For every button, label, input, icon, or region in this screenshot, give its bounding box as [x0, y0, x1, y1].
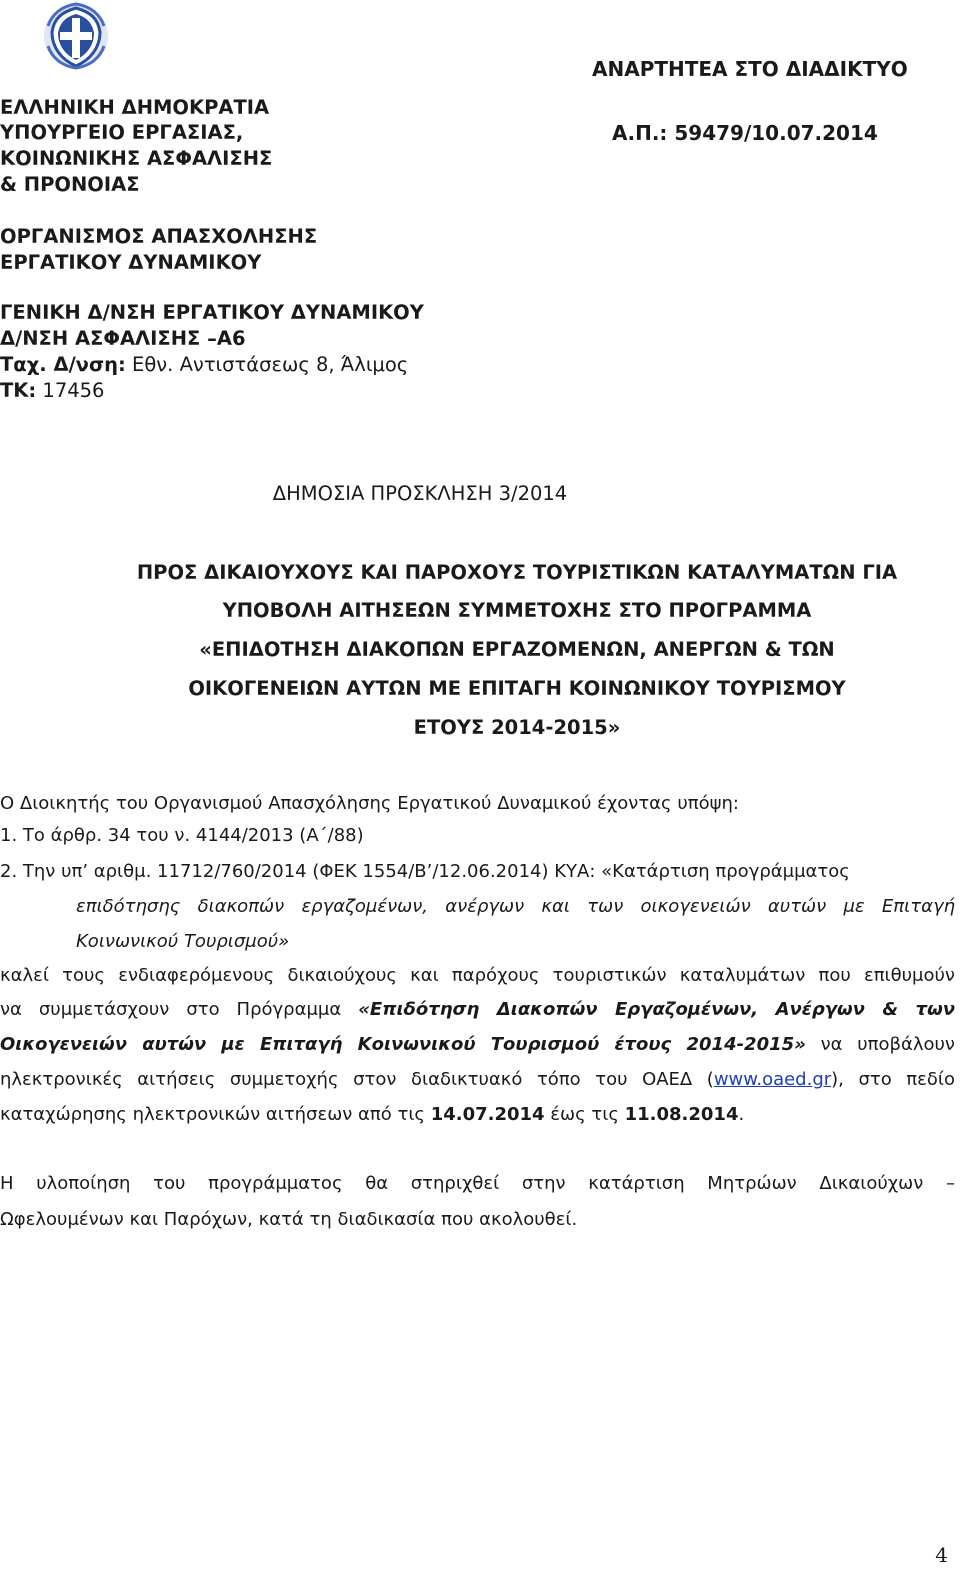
postal-value: 17456 [36, 379, 105, 402]
paragraph-2-line-2: Ωφελουμένων και Παρόχων, κατά τη διαδικασία που ακολουθεί. [0, 1209, 578, 1230]
address-label: Ταχ. Δ/νση: [0, 353, 126, 376]
paragraph-1-line-5 [0, 1103, 744, 1127]
postal-label: ΤΚ: [0, 379, 37, 402]
considerations-item-2-end: Κοινωνικού Τουρισμού» [76, 931, 290, 952]
program-name-part-1: «Επιδότηση Διακοπών Εργαζομένων, Ανέργων & των [358, 999, 956, 1020]
document-title: ΔΗΜΟΣΙΑ ΠΡΟΣΚΛΗΣΗ 3/2014 [272, 482, 568, 505]
protocol-number: Α.Π.: 59479/10.07.2014 [612, 121, 878, 145]
paragraph-2-line-1: Η υλοποίηση του προγράμματος θα στηριχθεί στην κατάρτιση Μητρώων Δικαιούχων – [0, 1173, 955, 1194]
subtitle-line-5: ΕΤΟΥΣ 2014-2015» [413, 716, 621, 739]
p1-l3-text: να υποβάλουν [805, 1034, 955, 1055]
address-line [0, 352, 408, 378]
end-date: 11.08.2014 [624, 1104, 739, 1125]
considerations-item-1: 1. Το άρθρ. 34 του ν. 4144/2013 (Α΄/88) [0, 825, 364, 846]
paragraph-1-line-4 [0, 1068, 955, 1092]
org-line-3: ΚΟΙΝΩΝΙΚΗΣ ΑΣΦΑΛΙΣΗΣ [0, 147, 273, 170]
p1-l5-mid: έως τις [544, 1104, 625, 1125]
considerations-item-2: 2. Την υπ’ αριθμ. 11712/760/2014 (ΦΕΚ 1554/Β’/12.06.2014) ΚΥΑ: «Κατάρτιση προγράμματος [0, 861, 850, 882]
agency-line-1: ΟΡΓΑΝΙΣΜΟΣ ΑΠΑΣΧΟΛΗΣΗΣ [0, 225, 318, 248]
agency-line-2: ΕΡΓΑΤΙΚΟΥ ΔΥΝΑΜΙΚΟΥ [0, 251, 262, 274]
directorate-line-1: ΓΕΝΙΚΗ Δ/ΝΣΗ ΕΡΓΑΤΙΚΟΥ ΔΥΝΑΜΙΚΟΥ [0, 301, 424, 324]
subtitle-line-4: ΟΙΚΟΓΕΝΕΙΩΝ ΑΥΤΩΝ ΜΕ ΕΠΙΤΑΓΗ ΚΟΙΝΩΝΙΚΟΥ ΤΟΥΡΙΣΜΟΥ [188, 677, 846, 700]
p1-l4-pre: ηλεκτρονικές αιτήσεις συμμετοχής στον διαδικτυακό τόπο του ΟΑΕΔ ( [0, 1069, 714, 1090]
org-line-2: ΥΠΟΥΡΓΕΙΟ ΕΡΓΑΣΙΑΣ, [0, 121, 244, 144]
subtitle-line-1: ΠΡΟΣ ΔΙΚΑΙΟΥΧΟΥΣ ΚΑΙ ΠΑΡΟΧΟΥΣ ΤΟΥΡΙΣΤΙΚΩΝ ΚΑΤΑΛΥΜΑΤΩΝ ΓΙΑ [136, 561, 898, 584]
p1-l2-text: να συμμετάσχουν στο Πρόγραμμα [0, 999, 359, 1020]
subtitle-line-3: «ΕΠΙΔΟΤΗΣΗ ΔΙΑΚΟΠΩΝ ΕΡΓΑΖΟΜΕΝΩΝ, ΑΝΕΡΓΩΝ & ΤΩΝ [199, 638, 835, 661]
publish-note: ΑΝΑΡΤΗΤΕΑ ΣΤΟ ΔΙΑΔΙΚΤΥΟ [592, 57, 908, 81]
paragraph-1-line-3 [0, 1033, 955, 1057]
org-line-4: & ΠΡΟΝΟΙΑΣ [0, 173, 140, 196]
program-name-part-2: Οικογενειών αυτών με Επιταγή Κοινωνικού Τουρισμού έτους 2014-2015» [0, 1034, 806, 1055]
paragraph-1-line-1: καλεί τους ενδιαφερόμενους δικαιούχους και παρόχους τουριστικών καταλυμάτων που επιθυμούν [0, 965, 955, 986]
org-line-1: ΕΛΛΗΝΙΚΗ ΔΗΜΟΚΡΑΤΙΑ [0, 96, 270, 119]
oaed-link[interactable]: www.oaed.gr [713, 1069, 832, 1090]
start-date: 14.07.2014 [430, 1104, 545, 1125]
address-value: Εθν. Αντιστάσεως 8, Άλιμος [125, 353, 409, 376]
directorate-line-2: Δ/ΝΣΗ ΑΣΦΑΛΙΣΗΣ –Α6 [0, 327, 246, 350]
intro-text: Ο Διοικητής του Οργανισμού Απασχόλησης Εργατικού Δυναμικού έχοντας υπόψη: [0, 793, 739, 814]
p1-l5-pre: καταχώρησης ηλεκτρονικών αιτήσεων από τις [0, 1104, 431, 1125]
p1-l4-post: ), στο πεδίο [831, 1069, 955, 1090]
considerations-item-2-cont: επιδότησης διακοπών εργαζομένων, ανέργων και των οικογενειών αυτών με Επιταγή [76, 896, 955, 917]
paragraph-1-line-2 [0, 998, 955, 1022]
p1-l5-end: . [738, 1104, 745, 1125]
page-number: 4 [935, 1543, 948, 1567]
subtitle-line-2: ΥΠΟΒΟΛΗ ΑΙΤΗΣΕΩΝ ΣΥΜΜΕΤΟΧΗΣ ΣΤΟ ΠΡΟΓΡΑΜΜΑ [222, 599, 812, 622]
greek-coat-of-arms-icon [42, 2, 110, 70]
postal-line [0, 378, 104, 404]
